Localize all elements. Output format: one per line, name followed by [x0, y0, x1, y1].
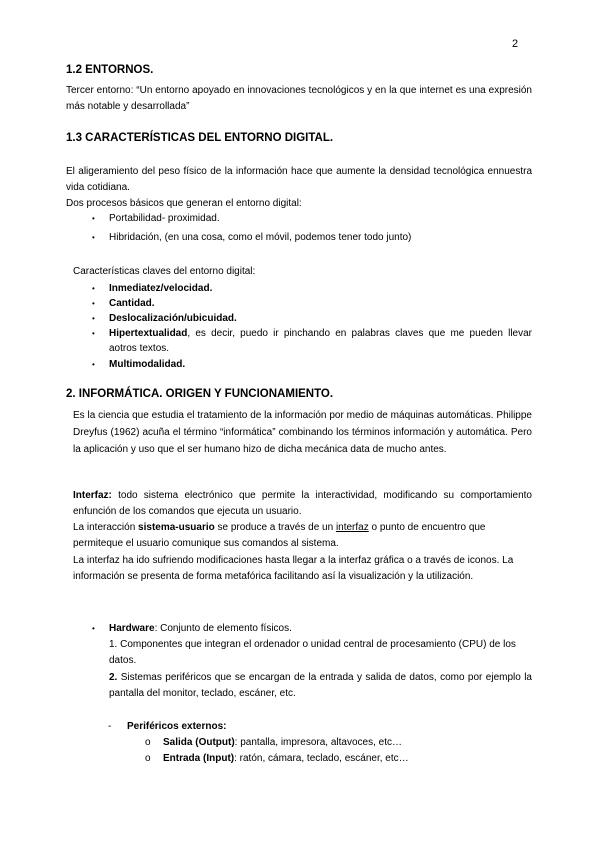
aligeramiento-paragraph: El aligeramiento del peso físico de la información hace que aumente la densidad tecnológica ennuestra vida cotidiana.: [66, 166, 532, 193]
evolucion-interfaz-paragraph: La interfaz ha ido sufriendo modificaciones hasta llegar a la interfaz gráfica o a través de iconos. La información se presenta de forma metafórica facilitando así la visualización y la utilización.: [73, 555, 514, 582]
heading-informatica: 2. INFORMÁTICA. ORIGEN Y FUNCIONAMIENTO.: [66, 388, 334, 400]
entrada-text: : ratón, cámara, teclado, escáner, etc…: [234, 753, 409, 764]
bullet-marker: •: [92, 624, 95, 633]
circle-marker: o: [145, 753, 151, 764]
hardware-point-1: 1. Componentes que integran el ordenador o unidad central de procesamiento (CPU) de los datos.: [109, 639, 516, 666]
interaccion-text-a: La interacción: [73, 522, 139, 533]
interaccion-paragraph: [73, 520, 532, 552]
bullet-marker: •: [92, 360, 95, 369]
list-item-salida: [163, 735, 532, 751]
informatica-paragraph: Es la ciencia que estudia el tratamiento de la información por medio de máquinas automáticas. Philippe Dreyfus (1962) acuña el término “informática” combinando los términos información y automática. Pero la aplicación y uso que el ser humano hizo de dicha mecánica data de mucho antes.: [73, 410, 532, 455]
interfaz-definition: todo sistema electrónico que permite la interactividad, modificando su comportamiento enfunción de los comandos que ejecuta un usuario.: [73, 490, 532, 517]
hipertextualidad-text: , es decir, puedo ir pinchando en palabras claves que me pueden llevar aotros textos.: [109, 328, 532, 354]
bullet-marker: •: [92, 329, 95, 338]
inmediatez-label: Inmediatez/velocidad.: [109, 283, 213, 294]
hardware-point-2: [109, 670, 532, 702]
multimodalidad-label: Multimodalidad.: [109, 359, 186, 370]
list-item-hipertextualidad: [109, 326, 532, 356]
hardware-term: Hardware: [109, 623, 155, 634]
perifericos-label: Periféricos externos:: [127, 721, 227, 732]
heading-entornos: 1.2 ENTORNOS.: [66, 64, 154, 76]
list-item-hardware: [109, 621, 532, 637]
bullet-marker: •: [92, 214, 95, 223]
interaccion-text-e: o punto de encuentro que permiteque el usuario comunique sus comandos al sistema.: [73, 522, 486, 549]
heading-caracteristicas: 1.3 CARACTERÍSTICAS DEL ENTORNO DIGITAL.: [66, 132, 334, 144]
perifericos-externos-heading: [127, 719, 527, 735]
interfaz-paragraph: [73, 488, 532, 520]
list-item-deslocalizacion: [109, 311, 532, 327]
list-item-multimodalidad: [109, 357, 532, 373]
list-item-portabilidad: Portabilidad- proximidad.: [109, 213, 220, 224]
interfaz-underlined: interfaz: [335, 522, 369, 533]
hardware-definition: : Conjunto de elemento físicos.: [154, 623, 292, 634]
circle-marker: o: [145, 737, 151, 748]
point-2-text: Sistemas periféricos que se encargan de la entrada y salida de datos, como por ejemplo la pantalla del monitor, teclado, escáner, etc.: [109, 672, 532, 699]
claves-intro: Características claves del entorno digital:: [73, 266, 256, 277]
cantidad-label: Cantidad.: [109, 298, 155, 309]
deslocalizacion-label: Deslocalización/ubicuidad.: [109, 313, 237, 324]
salida-text: : pantalla, impresora, altavoces, etc…: [234, 737, 402, 748]
interaccion-text-c: se produce a través de un: [214, 522, 336, 533]
interfaz-term: Interfaz:: [73, 490, 112, 501]
list-item-entrada: [163, 751, 532, 767]
page-number: 2: [512, 38, 519, 50]
dash-marker: -: [108, 721, 112, 732]
procesos-intro: Dos procesos básicos que generan el entorno digital:: [66, 198, 302, 209]
bullet-marker: •: [92, 233, 95, 242]
list-item-inmediatez: [109, 281, 532, 297]
sistema-usuario-term: sistema-usuario: [138, 522, 215, 533]
bullet-marker: •: [92, 299, 95, 308]
list-item-hibridacion: Hibridación, (en una cosa, como el móvil, podemos tener todo junto): [109, 232, 412, 243]
entornos-paragraph: Tercer entorno: “Un entorno apoyado en innovaciones tecnológicos y en la que internet es una expresión más notable y desarrollada”: [66, 85, 532, 112]
hipertextualidad-label: Hipertextualidad: [109, 328, 188, 339]
point-2-number: 2.: [109, 672, 118, 683]
bullet-marker: •: [92, 314, 95, 323]
salida-term: Salida (Output): [163, 737, 235, 748]
entrada-term: Entrada (Input): [163, 753, 235, 764]
list-item-cantidad: [109, 296, 532, 312]
bullet-marker: •: [92, 284, 95, 293]
